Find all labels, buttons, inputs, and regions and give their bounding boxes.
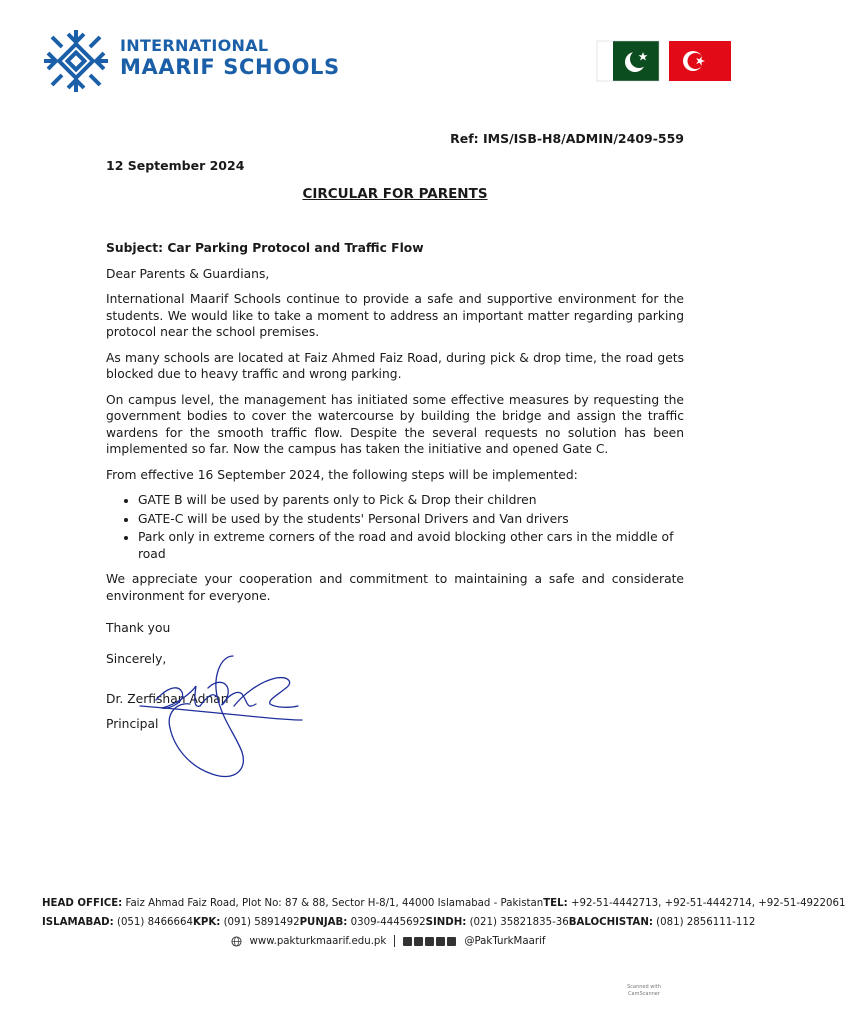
region-islamabad <box>42 917 193 929</box>
twitter-icon[interactable] <box>414 937 423 946</box>
signatory-name: Dr. Zerfishan Adnan <box>106 692 229 706</box>
signatory-title: Principal <box>106 716 159 731</box>
region-sindh <box>426 917 569 929</box>
region-balochistan <box>569 917 756 929</box>
logo-wordmark <box>120 37 340 79</box>
regional-offices <box>42 917 756 929</box>
paragraph-effective: From effective 16 September 2024, the following steps will be implemented: <box>106 467 578 482</box>
divider <box>394 935 395 947</box>
paragraph-intro: International Maarif Schools continue to provide a safe and supportive environment for the students. We would like to take a moment to address an important matter regarding parking protocol near the school premises. <box>106 292 684 339</box>
letter-footer <box>42 898 845 947</box>
social-icons <box>403 937 456 946</box>
facebook-icon[interactable] <box>403 937 412 946</box>
handwritten-signature <box>138 648 308 788</box>
maarif-logo-icon <box>40 28 112 94</box>
region-label: ISLAMABAD: <box>42 917 114 928</box>
sincerely-line: Sincerely, <box>106 651 167 666</box>
region-label: PUNJAB: <box>299 917 348 928</box>
head-office-label: HEAD OFFICE: <box>42 898 123 909</box>
turkey-flag-icon <box>669 41 731 81</box>
region-label: KPK: <box>192 917 221 928</box>
region-label: SINDH: <box>425 917 467 928</box>
school-logo <box>40 28 360 94</box>
circular-title-text: CIRCULAR FOR PARENTS <box>302 186 488 202</box>
youtube-icon[interactable] <box>425 937 434 946</box>
logo-line1: INTERNATIONAL <box>120 36 269 55</box>
region-phone: (021) 35821835-36 <box>469 917 569 928</box>
closing-paragraph: We appreciate your cooperation and commitment to maintaining a safe and considerate environment for everyone. <box>106 572 684 603</box>
salutation: Dear Parents & Guardians, <box>106 266 270 281</box>
logo-line2: MAARIF SCHOOLS <box>120 55 340 79</box>
social-handle[interactable]: @PakTurkMaarif <box>464 935 546 947</box>
subject-line: Subject: Car Parking Protocol and Traffic Flow <box>106 241 424 255</box>
telephone-numbers: +92-51-4442713, +92-51-4442714, +92-51-4922061 <box>570 898 845 909</box>
head-office-line <box>42 898 845 909</box>
telephone-label: TEL: <box>543 898 568 909</box>
pakistan-flag-icon <box>597 41 659 81</box>
head-office-address-group <box>42 898 543 909</box>
linkedin-icon[interactable] <box>447 937 456 946</box>
camscanner-text: Scanned with CamScanner <box>627 984 661 997</box>
website-link[interactable]: www.pakturkmaarif.edu.pk <box>249 935 387 947</box>
globe-icon <box>231 936 242 947</box>
instagram-icon[interactable] <box>436 937 445 946</box>
camscanner-stamp <box>618 984 670 1012</box>
region-phone: 0309-4445692 <box>350 917 426 928</box>
thanks-line: Thank you <box>106 621 171 635</box>
region-phone: (081) 2856111-112 <box>656 917 756 928</box>
step-item: • Park only in extreme corners of the road and avoid blocking other cars in the middle of road <box>138 529 684 562</box>
paragraph-measures: On campus level, the management has initiated some effective measures by requesting the government bodies to cover the watercourse by building the bridge and assign the traffic wardens for the smooth traffic flow. Despite the several requests no solution has been implemented so far. Now the campus has taken the initiative and opened Gate C. <box>106 392 684 456</box>
region-kpk <box>193 917 300 929</box>
steps-list <box>106 492 684 562</box>
region-punjab <box>300 917 426 929</box>
letter-date: 12 September 2024 <box>106 158 245 173</box>
head-office-address: Faiz Ahmad Faiz Road, Plot No: 87 & 88, Sector H-8/1, 44000 Islamabad - Pakistan <box>125 898 544 909</box>
paragraph-location: As many schools are located at Faiz Ahmed Faiz Road, during pick & drop time, the road gets blocked due to heavy traffic and wrong parking. <box>106 350 684 381</box>
region-label: BALOCHISTAN: <box>568 917 653 928</box>
reference-number: Ref: IMS/ISB-H8/ADMIN/2409-559 <box>450 131 684 146</box>
region-phone: (051) 8466664 <box>116 917 193 928</box>
telephone-group <box>543 898 845 909</box>
web-social-line <box>42 935 734 947</box>
step-item: • GATE-C will be used by the students' Personal Drivers and Van drivers <box>138 511 684 528</box>
step-item: • GATE B will be used by parents only to Pick & Drop their children <box>138 492 684 509</box>
region-phone: (091) 5891492 <box>223 917 300 928</box>
circular-title <box>0 186 768 202</box>
